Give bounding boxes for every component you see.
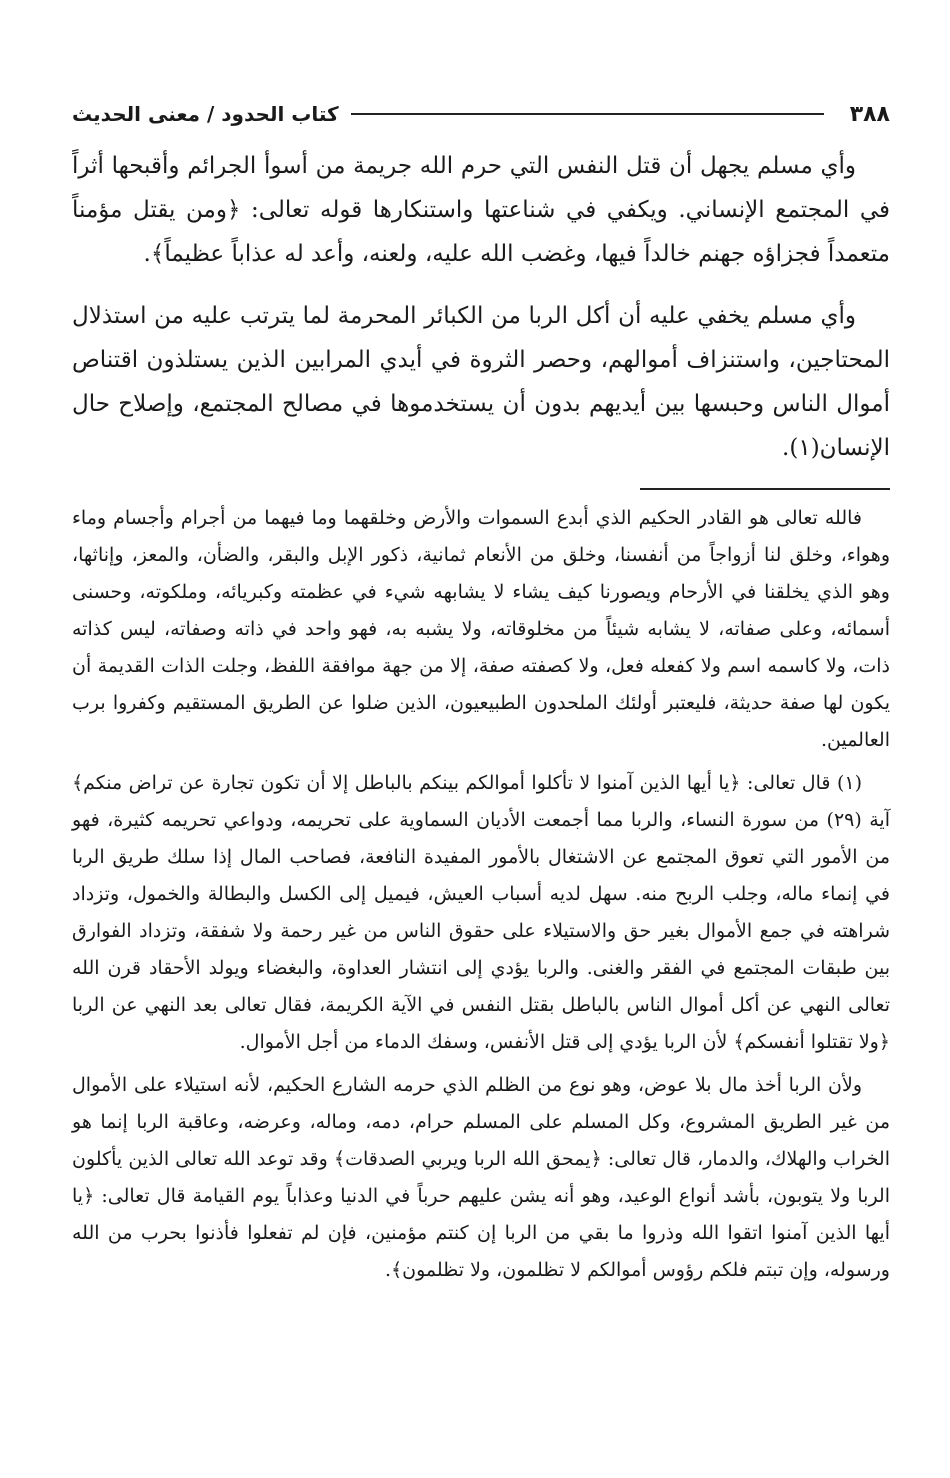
- footnote-1: (١) قال تعالى: ﴿يا أيها الذين آمنوا لا تأكلوا أموالكم بينكم بالباطل إلا أن تكون تجارة عن تراض منكم﴾ آية (٢٩) من سورة النساء، والربا مما أجمعت الأديان السماوية على تحريمه، ودواعي تحريمه كثيرة، فهو من الأمور التي تعوق المجتمع عن الاشتغال بالأمور المفيدة النافعة، فصاحب المال إذا سلك طريق الربا في إنماء ماله، وجلب الربح منه. سهل لديه أسباب العيش، فيميل إلى الكسل والبطالة والخمول، وتزداد شراهته في جمع الأموال بغير حق والاستيلاء على حقوق الناس من غير رحمة ولا شفقة، وتزداد الفوارق بين طبقات المجتمع في الفقر والغنى. والربا يؤدي إلى انتشار العداوة، والبغضاء ويولد الأحقاد قرن الله تعالى النهي عن أكل أموال الناس بالباطل بقتل النفس في الآية الكريمة، فقال تعالى بعد النهي عن الربا ﴿ولا تقتلوا أنفسكم﴾ لأن الربا يؤدي إلى قتل الأنفس، وسفك الدماء من أجل الأموال.: [72, 772, 890, 1053]
- main-paragraph: وأي مسلم يخفي عليه أن أكل الربا من الكبائر المحرمة لما يترتب عليه من استذلال المحتاجين، واستنزاف أموالهم، وحصر الثروة في أيدي المرابين الذين يستلذون اقتناص أموال الناس وحبسها بين أيديهم بدون أن يستخدموها في مصالح المجتمع، وإصلاح حال الإنسان(١).: [72, 303, 890, 461]
- page-number: ٣٨٨: [849, 101, 890, 127]
- main-text: [72, 144, 890, 470]
- footnote-separator: [640, 488, 890, 490]
- footnote-paragraph: ولأن الربا أخذ مال بلا عوض، وهو نوع من الظلم الذي حرمه الشارع الحكيم، لأنه استيلاء على الأموال من غير الطريق المشروع، وكل المسلم على المسلم حرام، دمه، وماله، وعرضه، وعاقبة الربا إنما هو الخراب والهلاك، والدمار، قال تعالى: ﴿يمحق الله الربا ويربي الصدقات﴾ وقد توعد الله تعالى الذين يأكلون الربا ولا يتوبون، بأشد أنواع الوعيد، وهو أنه يشن عليهم حرباً في الدنيا وعذاباً يوم القيامة قال تعالى: ﴿يا أيها الذين آمنوا اتقوا الله وذروا ما بقي من الربا إن كنتم مؤمنين، فإن لم تفعلوا فأذنوا بحرب من الله ورسوله، وإن تبتم فلكم رؤوس أموالكم لا تظلمون، ولا تظلمون﴾.: [72, 1074, 890, 1281]
- running-title: كتاب الحدود / معنى الحديث: [72, 102, 339, 126]
- footnote-continuation: فالله تعالى هو القادر الحكيم الذي أبدع السموات والأرض وخلقهما وما فيهما من أجرام وأجسام وماء وهواء، وخلق لنا أزواجاً من أنفسنا، وخلق من الأنعام ثمانية، ذكور الإبل والبقر، والضأن، والمعز، وإناثها، وهو الذي يخلقنا في الأرحام ويصورنا كيف يشاء لا يشابهه شيء في عظمته وكبريائه، وملكوته، وحسنى أسمائه، وعلى صفاته، لا يشابه شيئاً من مخلوقاته، ولا يشبه به، فهو واحد في ذاته وصفاته، ليس كذاته ذات، ولا كاسمه اسم ولا كفعله فعل، ولا كصفته صفة، إلا من جهة موافقة اللفظ، وجلت الذات القديمة أن يكون لها صفة حديثة، فليعتبر أولئك الملحدون الطبيعيون، الذين ضلوا عن الطريق المستقيم وكفروا برب العالمين.: [72, 507, 890, 751]
- page-header: [72, 92, 890, 136]
- book-page: [72, 92, 890, 1295]
- header-rule: [351, 113, 824, 115]
- main-paragraph: وأي مسلم يجهل أن قتل النفس التي حرم الله جريمة من أسوأ الجرائم وأقبحها أثراً في المجتمع الإنساني. ويكفي في شناعتها واستنكارها قوله تعالى: ﴿ومن يقتل مؤمناً متعمداً فجزاؤه جهنم خالداً فيها، وغضب الله عليه، ولعنه، وأعد له عذاباً عظيماً﴾.: [72, 153, 890, 267]
- footnotes: [72, 500, 890, 1289]
